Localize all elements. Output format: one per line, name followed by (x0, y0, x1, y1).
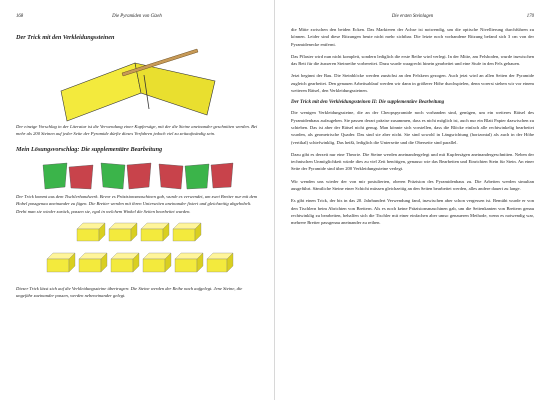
board-green (185, 164, 209, 189)
page-number: 168 (16, 14, 24, 19)
section-heading-2: Mein Lösungsvorschlag: Die supplementäre Bearbeitung (16, 145, 163, 153)
page-number: 170 (526, 14, 534, 19)
board-red (211, 163, 233, 188)
board-red (69, 165, 93, 189)
figure-caption-3: Dieser Trick lässt sich auf die Verkleidungssteine übertragen: Die Steine werden der Reihe nach aufgelegt. Jene Steine, die ungefähr zueinander passen, werden nebeneinander gelegt. (16, 286, 243, 299)
section-heading: Der Trick mit den Verkleidungssteinen II: Die supplementäre Bearbeitung (291, 100, 445, 106)
body-paragraph: Wir wenden uns wieder der von mir postulierten, oberen Präzision des Pyramidenbaus zu. Die Arbeiten werden simultan ausgeführt. Sämtliche Steine einer Schicht müssen gleichzeitig an den Seiten bearbeitet werden, alles andere dauert zu lange. (291, 178, 534, 192)
casing-stones-figure (47, 47, 227, 123)
body-paragraph: die Mitte zwischen den beiden Ecken. Das Markieren der Achse ist notwendig, um die optische Nivellierung durchführen zu können. Leider sind diese Ritzungen heute nicht mehr sichtbar. Die letzte noch vorhandene Ritzung befand sich 3 cm von der Pyramidenecke entfernt. (291, 27, 534, 47)
board-red (159, 164, 183, 189)
running-title: Die ersten Steinlagen (391, 14, 434, 19)
planing-boards-figure (37, 159, 237, 193)
body-paragraph: Die wenigen Verkleidungssteine, die an der Cheopspyramide noch vorhanden sind, genügen, um ein weiteres Rätsel des Pyramidenbaus aufzugeben. Sie passen derart präzise zusammen, dass es nicht möglich ist, auch nur ein Blatt Papier dazwischen zu schieben. Das ist aber der Rätsel nicht genug. Man könnte sich vorstellen, dass die Blöcke einfach alle rechtwinkelig bearbeitet wurden, als geometrische Quader. Das sind sie aber nicht. Sie sind sowohl in Längsrichtung (horizontal) als auch in der Höhe (vertikal) schiefwinklig. Das heißt, lediglich die Unterseite und die Oberseite sind parallel. (291, 110, 534, 145)
board-green (43, 163, 67, 189)
stone-right-block (135, 63, 215, 115)
body-paragraph: Das Pflaster wird nun nicht komplett, sondern lediglich die erste Reihe wird verlegt. In der Mitte, am Felsboden, wurde inzwischen das Bett für die äusseren Steinreihe vorbereitet. Dazu wurde waagrecht hinein gearbeitet und eine Stufe in den Fels gehauen. (291, 53, 534, 67)
running-title: Die Pyramiden von Gizeh (112, 14, 162, 19)
left-page-header (16, 14, 258, 26)
right-page-header (291, 14, 534, 26)
board-red (127, 163, 151, 189)
board-green (101, 163, 125, 189)
body-paragraph: Jetzt beginnt der Bau. Die Steinblöcke werden zunächst an den Felskern gezogen. Auch jetzt wird an allen Seiten der Pyramide zugleich gearbeitet. Den genauen Arbeitsablauf werden wir dann in größerer Höhe durchspielen, denn vorerst stehen wir vor einem weiteren Rätsel, den Verkleidungssteinen. (291, 73, 534, 94)
figure-caption-1: Der einzige Vorschlag in der Literatur ist die Verwendung einer Kupfersäge, mit der die Steine aneinander geschnitten werden. Bei mehr als 200 Steinen auf jeder Seite der Pyramide dürfte dieses Verfahren jedoch viel zu zeitaufwändig sein. (16, 124, 258, 137)
stone-row-lower (47, 253, 233, 272)
body-paragraph: Es gibt einen Trick, der bis in das 20. Jahrhundert Verwendung fand, inzwischen aber schon vergessen ist. Bemüht wurde er von den Tischlern beim Abrichten von Brettern. Als es noch keine Präzisionsmaschinen gab, um die Seitenkanten von Brettern genau rechtwinklig zu bearbeiten, behalfen sich die Tischler mit einer einfachen aber umso genaueren Methode, wenn es notwendig war, mehrere Bretter passgenau aneinander zu reihen. (291, 198, 534, 226)
stone-row-upper (77, 223, 201, 241)
body-paragraph: Dazu gibt es derzeit nur eine Theorie. Die Steine werden aneinandergelegt und mit Kupfersägen aneinandergeschnitten. Neben der technischen Unmöglichkeit würde dies zu viel Zeit benötigen, genauso wie das Bearbeiten und Einrichten Stein für Stein. An einer Seite der Pyramide sind über 200 Verkleidungssteine verlegt. (291, 151, 534, 172)
stone-rows-figure (37, 215, 237, 285)
figure-caption-2: Der Trick kommt aus dem Tischlerhandwerk. Bevor es Präzisionsmaschinen gab, wurde es verwendet, um zwei Bretter nur mit dem Hobel passgenau aneinander zu fügen. Die Bretter werden mit ihren Unterseiten aneinander fixiert und gleichzeitig abgehobelt. Dreht man sie wieder zurück, passen sie, egal in welchem Winkel die Seiten bearbeitet wurden. (16, 193, 258, 214)
right-page (275, 0, 550, 400)
section-heading: Der Trick mit den Verkleidungssteinen (16, 34, 115, 41)
